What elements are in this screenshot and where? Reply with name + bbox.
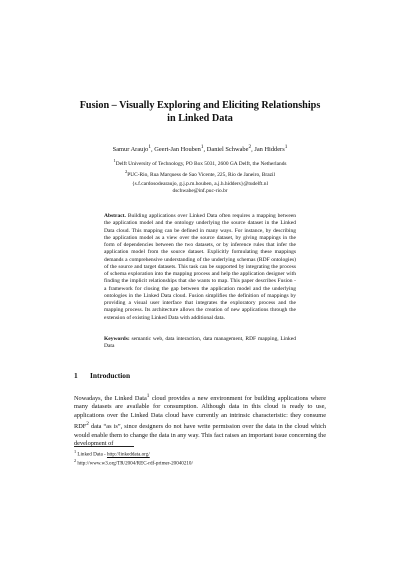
keywords-text: semantic web, data interaction, data management, RDF mapping, Linked Data [104,336,296,350]
affiliation-text: Delft University of Technology, PO Box 5031, 2600 GA Delft, the Netherlands [115,160,287,167]
intro-text-2: cloud provides a new environment for building applications where many datasets are available for consumption. Although data in this cloud is ready to use, applications over the Linked Data cloud have currently an intrinsic characteristic: they consume RDF [74,395,326,431]
email-line-2: dschwabe@inf.puc-rio.br [172,188,228,195]
section-heading [74,371,130,380]
footnotes [74,449,326,468]
author-affiliation-mark: 1 [148,144,151,150]
author-name: Daniel Schwabe [206,146,249,154]
author-name: Jan Hidders [254,146,285,154]
author-emails [60,181,340,196]
title-line-1: Fusion – Visually Exploring and Eliciting Relationships [79,100,321,111]
intro-text-3: data “as is”, since designers do not have write permission over the data in the cloud which would enable them to change the data in any way. This fact raises an important issue concerning the development of [74,423,326,447]
footnote-mark: 2 [74,458,77,464]
footnote-1-link[interactable]: http://linkeddata.org/ [106,451,150,458]
keywords-label: Keywords: [104,336,130,342]
author-name: Geert-Jan Houben [154,146,201,154]
section-number: 1 [74,371,78,380]
abstract-label: Abstract. [104,213,126,219]
intro-text-1: Nowadays, the Linked Data [74,395,147,403]
footnote-1-label: Linked Data - [76,451,107,458]
author-list: Samur Araujo$^1$, Geert-Jan Houben$^1$, Daniel Schwabe$^2$, Jan Hidders$^1$ [112,144,288,154]
email-line-1: {s.f.cardosodearaujo, g.j.p.m.houben, a.j.h.hidders}@tudelft.nl [132,181,268,187]
footnote-2-link[interactable]: http://www.w3.org/TR/2004/REC-rdf-primer-20040210/ [76,460,193,467]
paper-title [70,99,330,125]
footnote-mark: 1 [74,449,77,454]
affiliation-mark: 2 [124,169,128,175]
footnote-ref-1[interactable]: 1 [146,393,150,399]
abstract [104,213,296,322]
affiliation-text: PUC-Rio, Rua Marquess de Sao Vicente, 225, Rio de Janeiro, Brazil [127,172,276,178]
footnote-2 [74,458,326,467]
affiliation-list [60,157,340,179]
author-name: Samur Araujo [112,146,149,154]
author-affiliation-mark: 1 [200,144,204,150]
intro-paragraph [74,392,326,448]
affiliation-mark: 1 [113,158,116,163]
author-affiliation-mark: 1 [284,144,288,150]
footnote-ref-2[interactable]: 2 [86,421,89,428]
author-affiliation-mark: 2 [248,144,252,150]
section-title: Introduction [90,371,131,380]
footnote-1 [74,449,326,458]
abstract-text: Building applications over Linked Data often requires a mapping between the application model and the ontology underlying the source dataset in the Linked Data cloud. This mapping can be defined in many ways. For instance, by describing the application model as a view over the source dataset, by giving mappings in the form of dependencies between the two datasets, or by inference rules that infer the application model from the source dataset. Explicitly formulating these mappings demands a comprehensive understanding of the underlying schemas (RDF ontologies) of the source and target datasets. This task can be supported by integrating the process of schema exploration into the mapping process and help the application designer with finding the implicit relationships that she wants to map. This paper describes Fusion - a framework for closing the gap between the application model and the underlying ontologies in the Linked Data cloud. Fusion simplifies the definition of mappings by providing a visual user interface that integrates the exploratory process and the mapping process. Its architecture allows the creation of new applications through the extension of existing Linked Data with additional data. [104,213,297,321]
footnote-divider [74,446,134,447]
title-line-2: in Linked Data [167,113,233,124]
keywords [104,336,296,351]
